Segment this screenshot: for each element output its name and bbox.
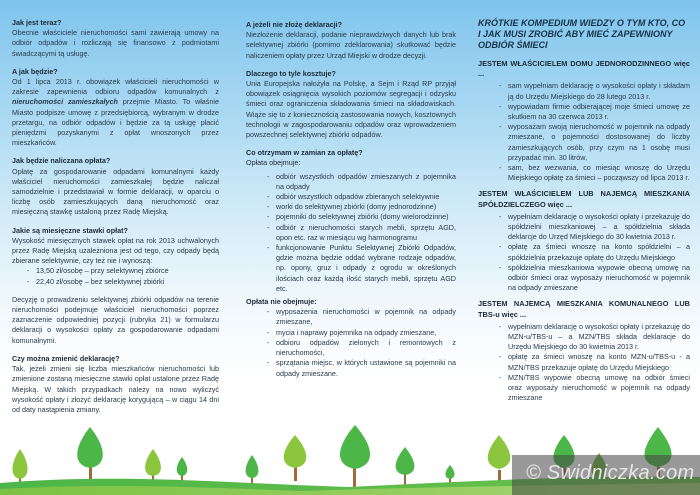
heading-zmiana-deklaracji: Czy można zmienić deklarację? bbox=[12, 353, 120, 363]
watermark bbox=[512, 455, 700, 495]
heading-dom-jednorodzinny: JESTEM WŁAŚCICIELEM DOMU JEDNORODZINNEGO więc ... bbox=[478, 59, 690, 79]
heading-koszty: Dlaczego to tyle kosztuje? bbox=[246, 68, 336, 78]
column-3 bbox=[478, 0, 690, 407]
tree-icon bbox=[246, 455, 259, 485]
paragraph: Opłatę za gospodarowanie odpadami komunalnymi każdy właściciel nieruchomości zamieszkałej będzie naliczał samodzielnie i przedstawiał w formie deklaracji, w oparciu o liczbę osób zamieszkujących daną nieruchomość oraz miesięczną stawkę ustaloną przez Radę Miejską. bbox=[12, 166, 219, 217]
list-item: - wypełniam deklarację o wysokości opłaty i przekazuję do spółdzielni mieszkaniowej – a spółdzielnia składa deklarcje do Urzęd Miejskiego do 30 kwietnia 2013 r. bbox=[508, 212, 690, 243]
list-item: - MZN/TBS wypowie obecną umowę na odbiór śmieci oraz wyposaży nieruchomość w pojemnik na odpady zmieszane bbox=[508, 373, 690, 404]
list-item: - odbiór z nieruchomości starych mebli, sprzętu AGD, opon etc. raz w miesiącu wg harmonogramu bbox=[276, 223, 456, 243]
tree-icon bbox=[77, 427, 103, 481]
heading-mieszkanie-spoldzielcze: JESTEM WŁAŚCICIELEM LUB NAJEMCĄ MIESZKANIA SPÓŁDZIELCZEGO więc ... bbox=[478, 189, 690, 209]
list-item: - 13,50 zł/osobę – przy selektywnej zbiórce bbox=[36, 266, 219, 276]
heading-brak-deklaracji: A jeżeli nie złożę deklaracji? bbox=[246, 20, 343, 29]
paragraph: Obecnie właściciele nieruchomości sami zawierają umowy na odbiór odpadów i rozliczają się finansowo z podmiotami świadczącymi tą usługę. bbox=[12, 28, 219, 58]
compendium-title: KRÓTKIE KOMPEDIUM WIEDZY O TYM KTO, CO I JAK MUSI ZROBIĆ ABY MIEĆ ZAPEWNIONY ODBIÓR ŚMIECI bbox=[478, 18, 686, 50]
list-item: - pojemniki do selektywnej zbiórki (domy wielorodzinne) bbox=[276, 212, 456, 222]
included-list bbox=[246, 172, 456, 294]
heading-stawki: Jakie są miesięczne stawki opłat? bbox=[12, 225, 128, 235]
tree-icon bbox=[396, 447, 415, 485]
list-item: - 22,40 zł/osobę – bez selektywnej zbiórki bbox=[36, 277, 219, 287]
column-1 bbox=[12, 0, 219, 423]
list-item: - odbiór wszystkich odpadów zmieszanych z pojemnika na odpady bbox=[276, 172, 456, 192]
heading-jak-jest-teraz: Jak jest teraz? bbox=[12, 18, 62, 27]
list-item: - odbioru odpadów zielonych i remontowych z nieruchomości, bbox=[276, 338, 456, 358]
paragraph: Unia Europejska nałożyła na Polskę, a Sejm i Rząd RP przyjął obowiązek osiągnięcia wysokich poziomów segregacji i odzysku śmieci oraz ograniczenia składowania śmieci na składowiskach. Wiąże się to z koniecznością zastosowania nowych, kosztownych technologii w zagospodarowaniu odpadów oraz wprowadzeniem powszechnej selektywnej zbiórki odpadów. bbox=[246, 79, 456, 140]
heading-nie-obejmuje: Opłata nie obejmuje: bbox=[246, 297, 317, 307]
list-item: - mycia i naprawy pojemnika na odpady zmieszane, bbox=[276, 328, 456, 338]
list-item: - odbiór wszystkich odpadów zbieranych selektywnie bbox=[276, 192, 456, 202]
municipal-tenant-list bbox=[478, 322, 690, 404]
heading-w-zamian: Co otrzymam w zamian za opłatę? bbox=[246, 148, 363, 158]
emphasis-text: nieruchomości zamieszkałych bbox=[12, 97, 118, 107]
paragraph: Niezłożenie deklaracji, podanie nieprawdziwych danych lub brak selektywnej zbiórki (pomimo zdeklarowania) skutkować będzie naliczeniem opłaty przez Urząd Miejski w drodze decyzji. bbox=[246, 30, 456, 60]
watermark-text: © Swidniczka.com bbox=[526, 462, 695, 484]
list-item: - opłatę za śmieci wnoszę na konto MZN-u/TBS-u - a MZN/TBS przekazuje opłatę do Urzędu Miejskiego bbox=[508, 352, 690, 372]
list-item: - wypełniam deklarację o wysokości opłaty i przekazuję do MZN-u/TBS-u – a MZN/TBS składa deklaracje do Urzędu Miejskiego do 30 kwietnia 2013 r. bbox=[508, 322, 690, 353]
excluded-list bbox=[246, 307, 456, 378]
tree-icon bbox=[340, 425, 370, 487]
list-item: - wyposażam swoją nieruchomość w pojemnik na odpady zmieszane, o pojemności dostosowanej do liczby zamieszkujących osób, przy czym na 1 osobę musi przypadać min. 30 litrów, bbox=[508, 122, 690, 163]
list-item: - spółdzielnia mieszkaniowa wypowie obecną umowę na odbiór śmieci oraz wyposaży nieruchomość w pojemnik na odpady zmieszane bbox=[508, 263, 690, 294]
heading-naliczanie: Jak będzie naliczana opłata? bbox=[12, 156, 111, 166]
text: Od 1 lipca 2013 r. obowiązek właścicieli nieruchomości w zakresie zapewnienia odbioru odpadów komunalnych z bbox=[12, 77, 219, 97]
tree-icon bbox=[488, 435, 511, 486]
paragraph: Tak, jeżeli zmieni się liczba mieszkańców nieruchomości lub zmienione zostaną miesięczne stawki opłat ustalone przez Radę Miejską. W takich przypadkach należy na nowo wyliczyć wysokość opłaty i złożyć deklarację korygującą – w ciągu 14 dni od daty nastąpienia zmiany. bbox=[12, 364, 219, 414]
column-2 bbox=[246, 0, 456, 382]
list-item: - wypowiadam firmie odbierającej moje śmieci umowę ze skutkiem na 30 czerwca 2013 r. bbox=[508, 102, 690, 122]
heading-a-jak-bedzie: A jak będzie? bbox=[12, 66, 58, 76]
list-item: - funkcjonowanie Punktu Selektywnej Zbiórki Odpadów, gdzie można będzie oddać wybrane rodzaje odpadów, np. opony, gruz i odpady z ogrodu w określonych ilościach oraz każdą ilość starych mebli, sprzętu AGD etc. bbox=[276, 243, 456, 294]
text: przejmie Miasto. To właśnie Miasto podpisze umowę z przedsiębiorcą, wybranym w drodze przetargu, na odbiór odpadów i będzie za tą usługę płacić pieniędzmi pozyskanymi z opłat wnoszonych przez mieszkańców. bbox=[12, 97, 219, 148]
paragraph: Decyzję o prowadzeniu selektywnej zbiórki odpadów na terenie nieruchomości podejmuje właściciel nieruchomości poprzez zaznaczenie odpowiedniej pozycji (rubryka 21) w formularzu deklaracji o wysokości opłaty za gospodarowanie odpadami komunalnymi. bbox=[12, 294, 219, 345]
tree-icon bbox=[177, 457, 188, 483]
list-item: - opłatę za śmieci wnoszę na konto spółdzielni – a spółdzielnia przekazuje opłatę do Urzędu Miejskiego bbox=[508, 242, 690, 262]
list-item: - worki do selektywnej zbiórki (domy jednorodzinne) bbox=[276, 202, 456, 212]
house-owner-list bbox=[478, 81, 690, 183]
list-item: - sam, bez wezwania, co miesiąc wnoszę do Urzędu Miejskiego opłatę za śmieci – począwszy od lipca 2013 r. bbox=[508, 163, 690, 183]
list-item: - sprzątania miejsc, w których ustawione są pojemniki na odpady zmieszane. bbox=[276, 358, 456, 378]
paragraph: Wysokość miesięcznych stawek opłat na rok 2013 uchwalonych przez Radę Miejską uzależniona jest od tego, czy odpady będą zbierane selektywnie, czy też nie i wynoszą: bbox=[12, 235, 219, 266]
subheading-oplata-obejmuje: Opłata obejmuje: bbox=[246, 158, 301, 168]
tree-icon bbox=[284, 435, 307, 481]
paragraph bbox=[12, 77, 219, 148]
heading-mieszkanie-komunalne: JESTEM NAJEMCĄ MIESZKANIA KOMUNALNEGO LUB TBS-u więc ... bbox=[478, 299, 690, 319]
tree-icon bbox=[446, 465, 455, 485]
cooperative-list bbox=[478, 212, 690, 294]
list-item: - sam wypełniam deklarację o wysokości opłaty i składam ją do Urzędu Miejskiego do 28 lutego 2013 r. bbox=[508, 81, 690, 101]
rates-list bbox=[12, 266, 219, 286]
list-item: - wyposażenia nieruchomości w pojemnik na odpady zmieszane, bbox=[276, 307, 456, 327]
